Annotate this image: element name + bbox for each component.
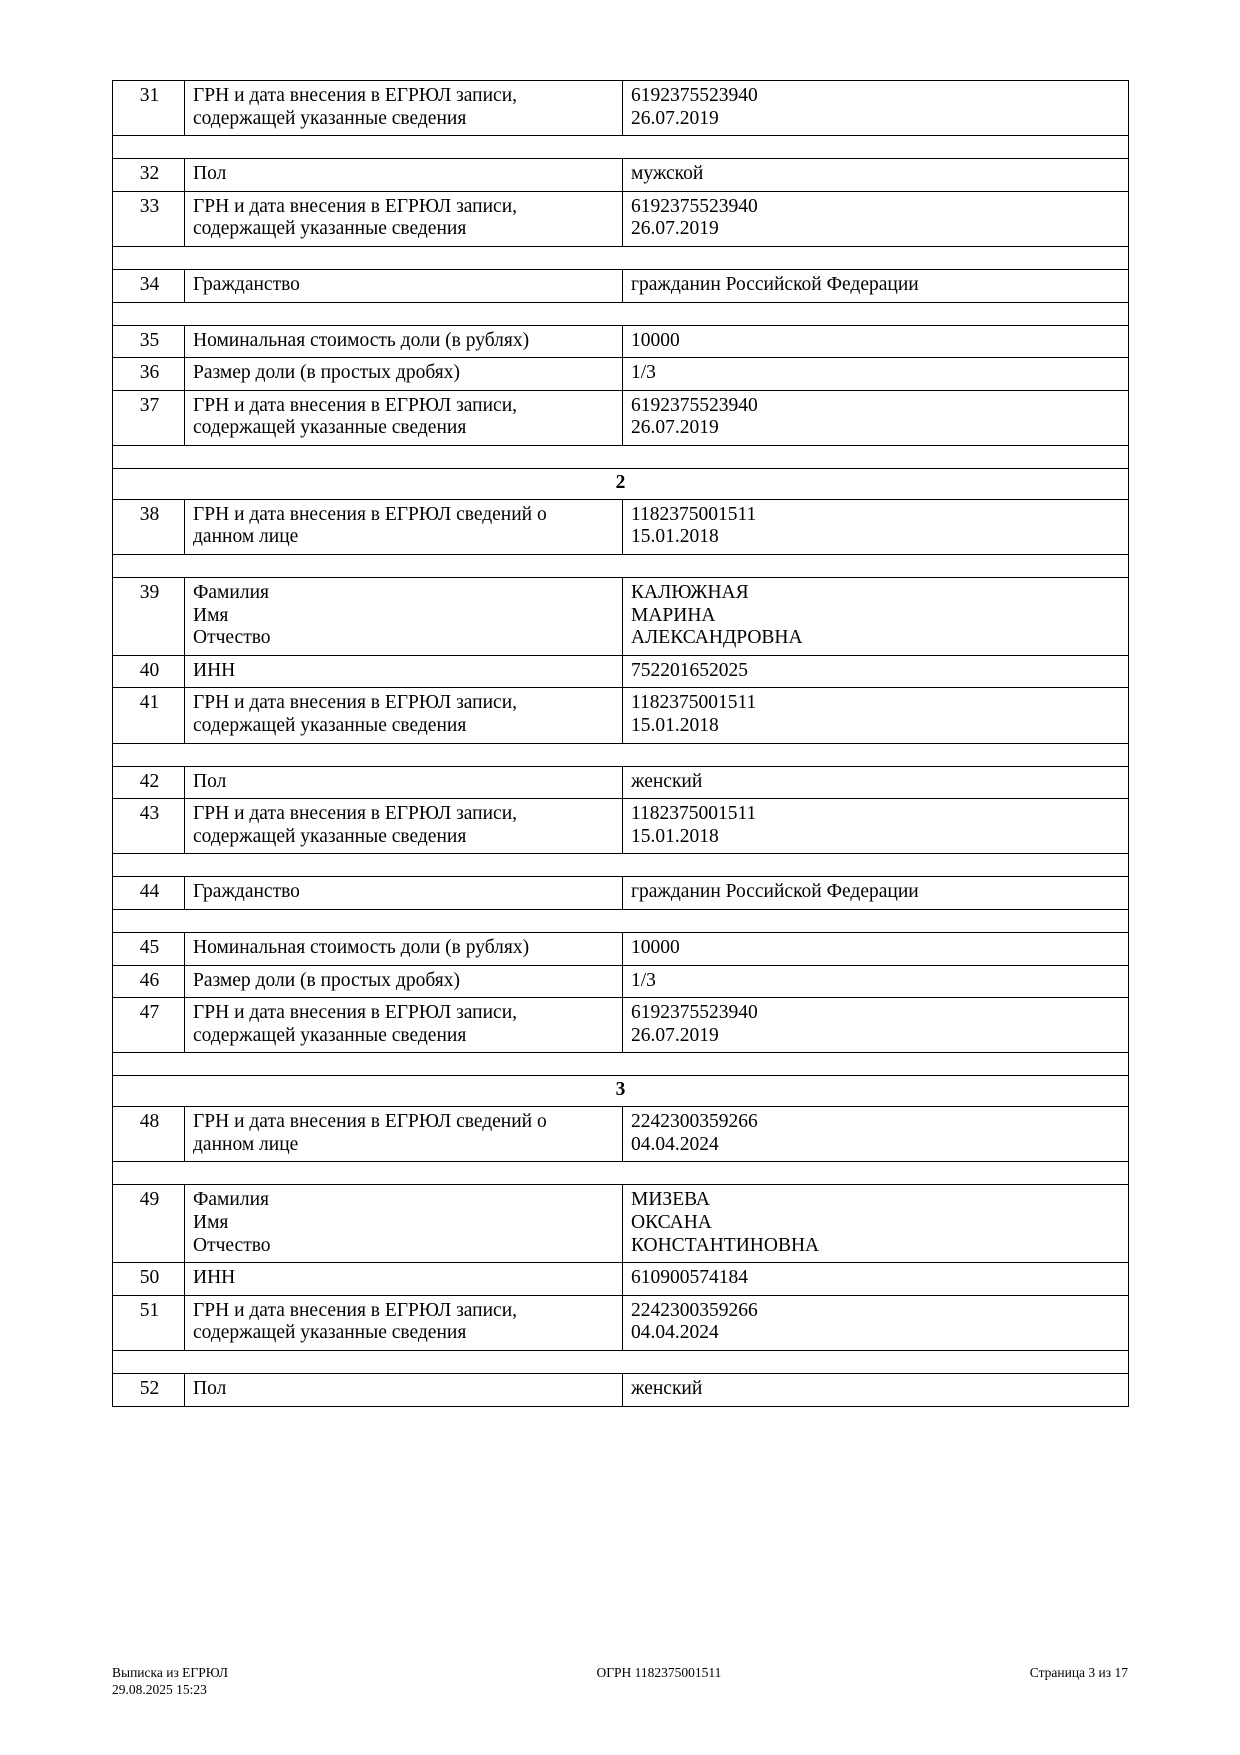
table-row	[113, 965, 1129, 998]
table-spacer-cell	[113, 1350, 1129, 1373]
row-value-line: мужской	[631, 163, 704, 185]
row-number: 34	[113, 270, 185, 303]
row-label	[185, 1263, 623, 1296]
row-value	[623, 390, 1129, 445]
table-spacer-row	[113, 743, 1129, 766]
table-spacer-cell	[113, 302, 1129, 325]
row-number: 48	[113, 1107, 185, 1162]
table-spacer-cell	[113, 247, 1129, 270]
row-label-line: ГРН и дата внесения в ЕГРЮЛ записи,	[193, 692, 518, 714]
row-label-line: содержащей указанные сведения	[193, 417, 467, 439]
footer-ogrn: ОГРН 1182375001511	[596, 1665, 722, 1681]
row-value-line: КОНСТАНТИНОВНА	[631, 1234, 820, 1256]
row-label-line: данном лице	[193, 1133, 299, 1155]
table-spacer-row	[113, 446, 1129, 469]
row-label	[185, 1185, 623, 1263]
table-spacer-cell	[113, 910, 1129, 933]
row-number: 50	[113, 1263, 185, 1296]
row-value-line: МАРИНА	[631, 604, 716, 626]
row-value-line: 26.07.2019	[631, 417, 719, 439]
row-value-line: АЛЕКСАНДРОВНА	[631, 627, 803, 649]
row-label-line: Размер доли (в простых дробях)	[193, 362, 460, 384]
table-spacer-row	[113, 854, 1129, 877]
row-number: 51	[113, 1295, 185, 1350]
row-number: 49	[113, 1185, 185, 1263]
row-value	[623, 1185, 1129, 1263]
row-value-line: женский	[631, 770, 703, 792]
table-spacer-row	[113, 554, 1129, 577]
row-number: 31	[113, 81, 185, 136]
row-number: 37	[113, 390, 185, 445]
row-value	[623, 325, 1129, 358]
row-label-line: Номинальная стоимость доли (в рублях)	[193, 329, 530, 351]
row-value-line: 752201652025	[631, 659, 748, 681]
row-label-line: Пол	[193, 770, 227, 792]
row-number: 44	[113, 877, 185, 910]
row-value-line: 1182375001511	[631, 803, 757, 825]
row-label-line: Пол	[193, 1377, 227, 1399]
row-value-line: 04.04.2024	[631, 1133, 719, 1155]
row-value	[623, 965, 1129, 998]
row-number: 47	[113, 998, 185, 1053]
row-label	[185, 270, 623, 303]
row-value	[623, 1107, 1129, 1162]
row-label	[185, 688, 623, 743]
row-number: 52	[113, 1373, 185, 1406]
row-value	[623, 81, 1129, 136]
row-value-line: КАЛЮЖНАЯ	[631, 581, 749, 603]
row-value-line: 26.07.2019	[631, 1024, 719, 1046]
row-value-line: 04.04.2024	[631, 1322, 719, 1344]
table-spacer-cell	[113, 446, 1129, 469]
row-value-line: 6192375523940	[631, 195, 758, 217]
row-label	[185, 965, 623, 998]
row-label	[185, 1107, 623, 1162]
table-spacer-row	[113, 1053, 1129, 1076]
row-value	[623, 933, 1129, 966]
row-label-line: содержащей указанные сведения	[193, 825, 467, 847]
row-value	[623, 998, 1129, 1053]
row-label-line: Имя	[193, 1211, 229, 1233]
row-number: 43	[113, 799, 185, 854]
row-label-line: ИНН	[193, 1267, 236, 1289]
row-label-line: Размер доли (в простых дробях)	[193, 969, 460, 991]
row-number: 46	[113, 965, 185, 998]
row-value-line: 1/3	[631, 362, 656, 384]
table-row	[113, 1373, 1129, 1406]
row-number: 35	[113, 325, 185, 358]
row-label-line: ИНН	[193, 659, 236, 681]
row-number: 39	[113, 577, 185, 655]
row-value-line: 26.07.2019	[631, 218, 719, 240]
table-row	[113, 159, 1129, 192]
row-label-line: Гражданство	[193, 881, 300, 903]
row-label-line: Фамилия	[193, 581, 269, 603]
row-value	[623, 577, 1129, 655]
page-footer	[112, 1665, 1128, 1699]
table-row	[113, 270, 1129, 303]
table-spacer-row	[113, 1162, 1129, 1185]
row-number: 38	[113, 499, 185, 554]
row-label	[185, 799, 623, 854]
row-value-line: 610900574184	[631, 1267, 748, 1289]
table-row	[113, 325, 1129, 358]
row-label-line: ГРН и дата внесения в ЕГРЮЛ сведений о	[193, 1111, 547, 1133]
row-number: 45	[113, 933, 185, 966]
row-value-line: 6192375523940	[631, 1002, 758, 1024]
row-label	[185, 1373, 623, 1406]
row-value	[623, 270, 1129, 303]
row-label-line: Фамилия	[193, 1189, 269, 1211]
row-label	[185, 877, 623, 910]
table-row	[113, 390, 1129, 445]
row-label	[185, 81, 623, 136]
table-row	[113, 81, 1129, 136]
row-value-line: гражданин Российской Федерации	[631, 881, 919, 903]
table-row	[113, 933, 1129, 966]
table-row	[113, 191, 1129, 246]
table-row	[113, 1263, 1129, 1296]
row-label-line: ГРН и дата внесения в ЕГРЮЛ записи,	[193, 1002, 518, 1024]
table-group-row	[113, 469, 1129, 500]
row-label-line: Отчество	[193, 627, 271, 649]
row-label	[185, 998, 623, 1053]
row-label-line: ГРН и дата внесения в ЕГРЮЛ сведений о	[193, 503, 547, 525]
row-label	[185, 1295, 623, 1350]
row-value-line: 6192375523940	[631, 394, 758, 416]
row-label-line: Гражданство	[193, 274, 300, 296]
row-label-line: данном лице	[193, 526, 299, 548]
row-label-line: ГРН и дата внесения в ЕГРЮЛ записи,	[193, 195, 518, 217]
row-number: 40	[113, 655, 185, 688]
table-row	[113, 499, 1129, 554]
row-label-line: содержащей указанные сведения	[193, 218, 467, 240]
row-value-line: женский	[631, 1377, 703, 1399]
row-label	[185, 577, 623, 655]
row-value-line: 2242300359266	[631, 1111, 758, 1133]
table-row	[113, 877, 1129, 910]
row-label-line: Отчество	[193, 1234, 271, 1256]
row-value	[623, 1263, 1129, 1296]
table-row	[113, 358, 1129, 391]
table-spacer-row	[113, 302, 1129, 325]
row-value	[623, 159, 1129, 192]
row-value-line: гражданин Российской Федерации	[631, 274, 919, 296]
row-value	[623, 799, 1129, 854]
table-spacer-row	[113, 910, 1129, 933]
row-label	[185, 499, 623, 554]
table-spacer-cell	[113, 1162, 1129, 1185]
table-row	[113, 799, 1129, 854]
row-value-line: 26.07.2019	[631, 107, 719, 129]
row-label-line: содержащей указанные сведения	[193, 1024, 467, 1046]
table-spacer-row	[113, 136, 1129, 159]
table-spacer-cell	[113, 854, 1129, 877]
row-number: 42	[113, 766, 185, 799]
row-label-line: ГРН и дата внесения в ЕГРЮЛ записи,	[193, 1299, 518, 1321]
row-label-line: Номинальная стоимость доли (в рублях)	[193, 937, 530, 959]
row-value-line: 15.01.2018	[631, 714, 719, 736]
row-label-line: ГРН и дата внесения в ЕГРЮЛ записи,	[193, 85, 518, 106]
table-row	[113, 766, 1129, 799]
row-label	[185, 655, 623, 688]
row-value	[623, 877, 1129, 910]
table-row	[113, 577, 1129, 655]
row-value-line: 2242300359266	[631, 1299, 758, 1321]
row-value-line: 1/3	[631, 969, 656, 991]
row-number: 41	[113, 688, 185, 743]
table-spacer-cell	[113, 554, 1129, 577]
row-value-line: 10000	[631, 937, 680, 959]
row-value-line: МИЗЕВА	[631, 1189, 710, 1211]
row-value-line: 10000	[631, 329, 680, 351]
row-value-line: 1182375001511	[631, 503, 757, 525]
row-value	[623, 766, 1129, 799]
row-label-line: содержащей указанные сведения	[193, 1322, 467, 1344]
table-spacer-row	[113, 1350, 1129, 1373]
row-number: 33	[113, 191, 185, 246]
row-value-line: 6192375523940	[631, 85, 758, 106]
row-value-line: 15.01.2018	[631, 825, 719, 847]
row-label	[185, 766, 623, 799]
row-value-line: ОКСАНА	[631, 1211, 712, 1233]
table-spacer-cell	[113, 743, 1129, 766]
row-value-line: 15.01.2018	[631, 526, 719, 548]
table-spacer-cell	[113, 1053, 1129, 1076]
group-title: 2	[113, 469, 1129, 500]
row-label-line: ГРН и дата внесения в ЕГРЮЛ записи,	[193, 394, 518, 416]
row-label-line: Пол	[193, 163, 227, 185]
row-value	[623, 1373, 1129, 1406]
footer-page-number: Страница 3 из 17	[1029, 1665, 1128, 1681]
table-row	[113, 655, 1129, 688]
row-label	[185, 933, 623, 966]
footer-document-title: Выписка из ЕГРЮЛ	[112, 1665, 229, 1681]
row-label	[185, 159, 623, 192]
table-spacer-cell	[113, 136, 1129, 159]
table-spacer-row	[113, 247, 1129, 270]
row-label-line: содержащей указанные сведения	[193, 714, 467, 736]
row-value	[623, 358, 1129, 391]
group-title: 3	[113, 1076, 1129, 1107]
table-group-row	[113, 1076, 1129, 1107]
row-value	[623, 688, 1129, 743]
table-row	[113, 688, 1129, 743]
egrul-table-body	[113, 81, 1129, 1407]
row-value	[623, 191, 1129, 246]
row-value	[623, 1295, 1129, 1350]
row-label-line: Имя	[193, 604, 229, 626]
row-label	[185, 325, 623, 358]
row-value	[623, 499, 1129, 554]
row-label	[185, 390, 623, 445]
egrul-table	[112, 80, 1129, 1407]
row-label	[185, 358, 623, 391]
row-number: 36	[113, 358, 185, 391]
table-row	[113, 1107, 1129, 1162]
footer-timestamp: 29.08.2025 15:23	[112, 1682, 207, 1698]
row-label	[185, 191, 623, 246]
table-row	[113, 1185, 1129, 1263]
row-value-line: 1182375001511	[631, 692, 757, 714]
row-label-line: содержащей указанные сведения	[193, 107, 467, 129]
table-row	[113, 998, 1129, 1053]
footer-left	[112, 1665, 228, 1699]
row-number: 32	[113, 159, 185, 192]
row-label-line: ГРН и дата внесения в ЕГРЮЛ записи,	[193, 803, 518, 825]
row-value	[623, 655, 1129, 688]
table-row	[113, 1295, 1129, 1350]
